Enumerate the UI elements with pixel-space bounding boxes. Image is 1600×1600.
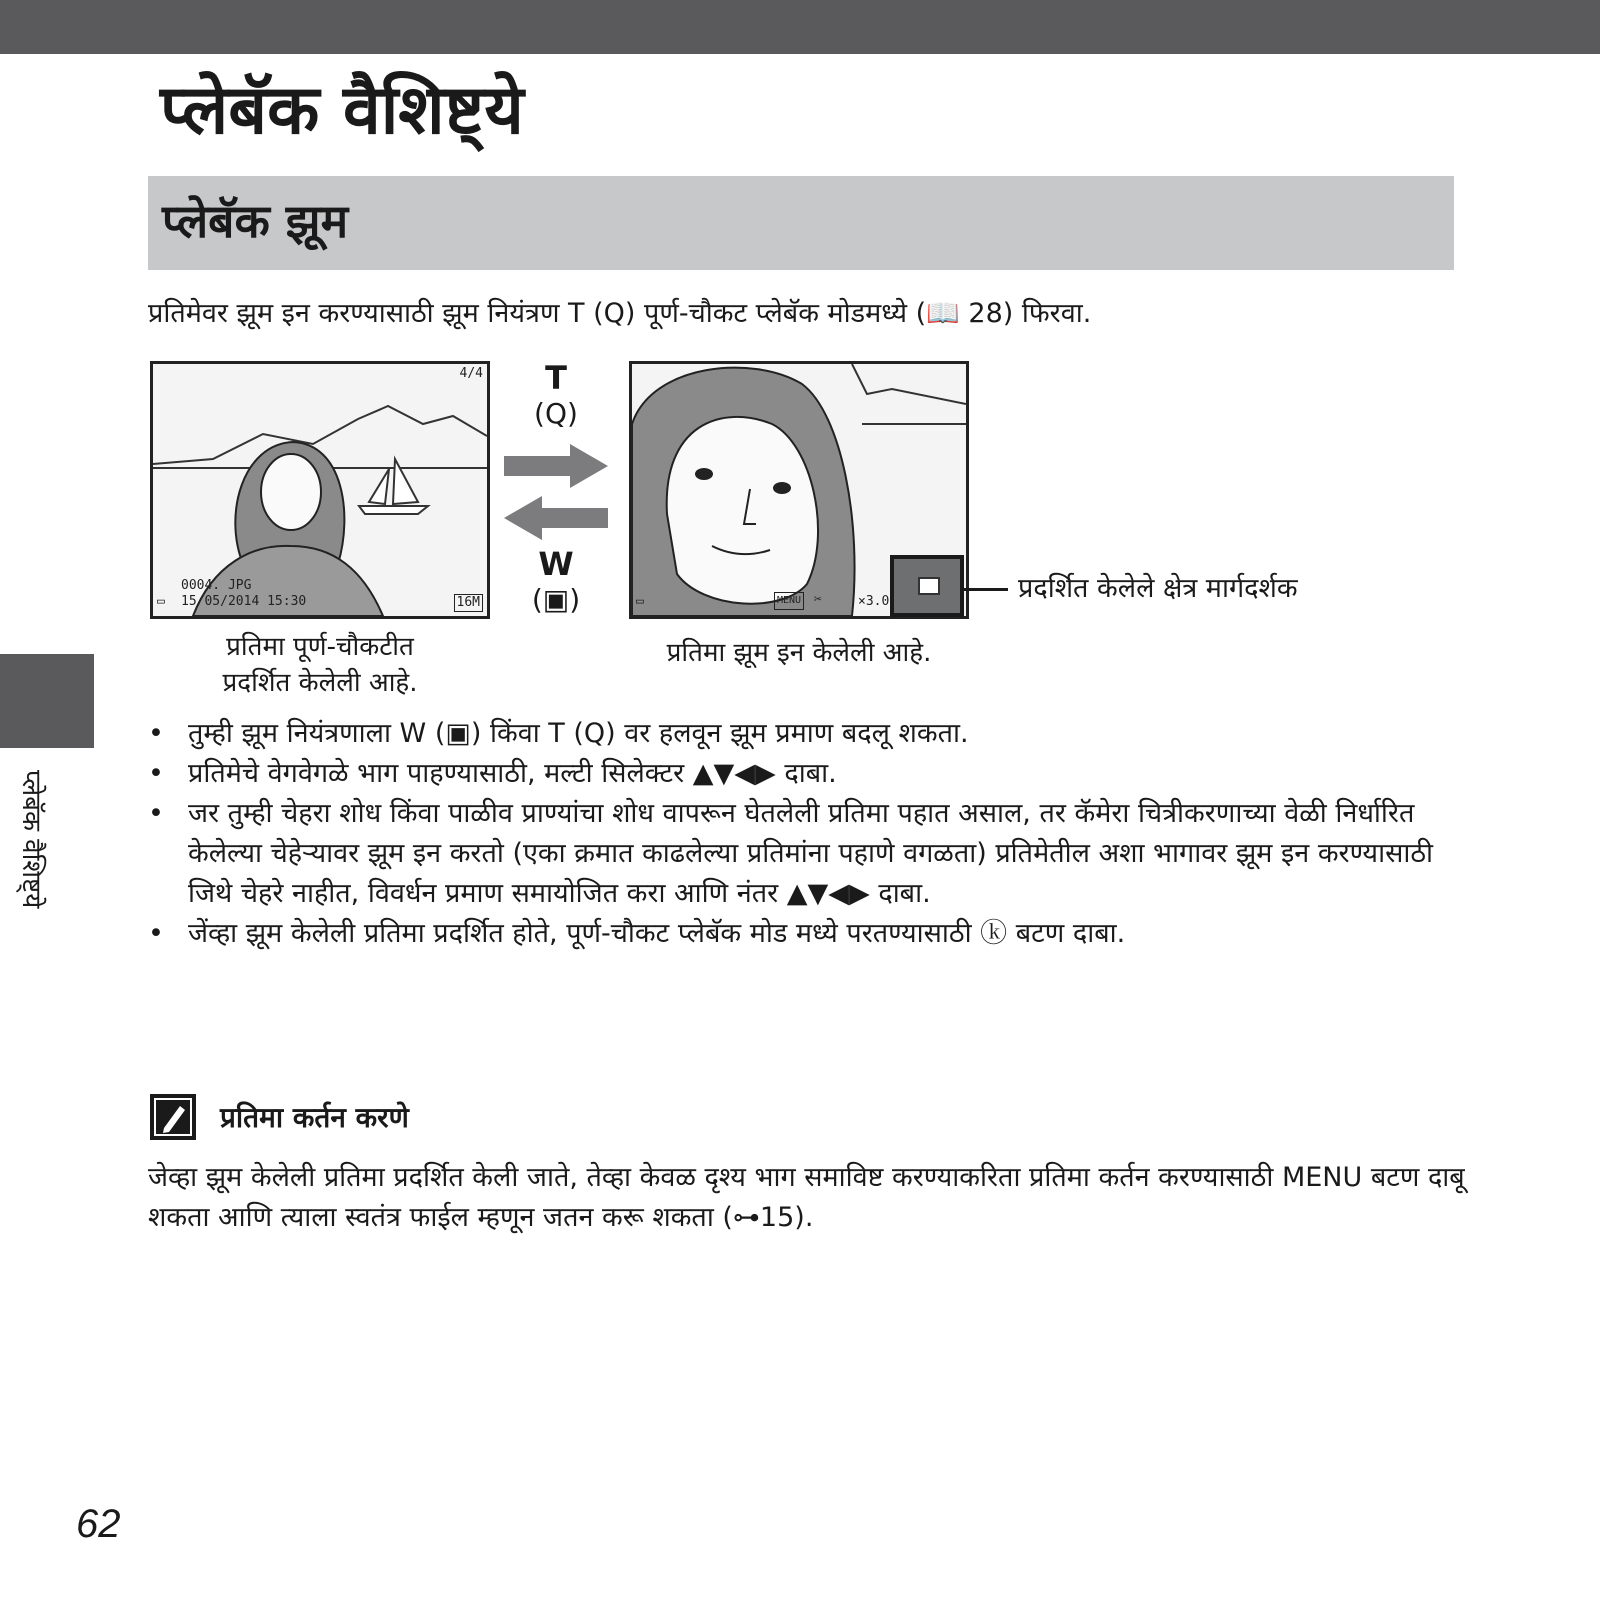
note-body: जेव्हा झूम केलेली प्रतिमा प्रदर्शित केली जाते, तेव्हा केवळ दृश्य भाग समाविष्ट करण्याकरिता प्रतिमा कर्तन करण्यासाठी MENU बटण दाबू शकता आणि त्याला स्वतंत्र फाईल म्हणून जतन करू शकता (⊶15). bbox=[148, 1162, 1465, 1233]
note-title: प्रतिमा कर्तन करणे bbox=[220, 1101, 409, 1134]
battery-icon-right: ▭ bbox=[636, 594, 644, 609]
displayed-area-marker bbox=[918, 577, 940, 595]
tele-label: T bbox=[545, 359, 567, 397]
bullet-list bbox=[148, 714, 1448, 954]
wide-label: W bbox=[538, 545, 574, 583]
caption-left-line-2: प्रदर्शित केलेली आहे. bbox=[222, 668, 418, 698]
header-bar bbox=[0, 0, 1600, 54]
list-item: • तुम्ही झूम नियंत्रणाला W (▣) किंवा T (Q) वर हलवून झूम प्रमाण बदलू शकता. bbox=[148, 714, 1448, 754]
intro-text: प्रतिमेवर झूम इन करण्यासाठी झूम नियंत्रण T (Q) पूर्ण-चौकट प्लेबॅक मोडमध्ये (📖 28) फिरवा. bbox=[148, 298, 1092, 329]
chapter-tab-label: प्लेबॅक वैशिष्ट्ये bbox=[16, 770, 46, 909]
wide-symbol: (▣) bbox=[531, 583, 581, 616]
list-item: • जेंव्हा झूम केलेली प्रतिमा प्रदर्शित होते, पूर्ण-चौकट प्लेबॅक मोड मध्ये परतण्यासाठी ⓚ बटण दाबा. bbox=[148, 914, 1448, 954]
page-title: प्लेबॅक वैशिष्ट्ये bbox=[160, 71, 524, 150]
full-frame-screen-illustration bbox=[150, 361, 490, 619]
note-pencil-icon bbox=[150, 1094, 196, 1140]
battery-icon: ▭ bbox=[157, 594, 165, 609]
list-item: • जर तुम्ही चेहरा शोध किंवा पाळीव प्राण्यांचा शोध वापरून घेतलेली प्रतिमा पहात असाल, तर कॅमेरा चित्रीकरणाच्या वेळी निर्धारित केलेल्या चेहेऱ्यावर झूम इन करतो (एका क्रमात काढलेल्या प्रतिमांना पहाणे वगळता) प्रतिमेतील अशा भागावर झूम इन करण्यासाठी जिथे चेहरे नाहीत, विवर्धन प्रमाण समायोजित करा आणि नंतर ▲▼◀▶ दाबा. bbox=[148, 794, 1448, 914]
tele-symbol: (Q) bbox=[534, 397, 578, 430]
guide-label: प्रदर्शित केलेले क्षेत्र मार्गदर्शक bbox=[1018, 573, 1298, 604]
zoom-in-arrow-icon bbox=[504, 444, 614, 488]
scissors-icon: ✂ bbox=[814, 592, 822, 607]
menu-badge: MENU bbox=[774, 592, 804, 610]
caption-right: प्रतिमा झूम इन केलेली आहे. bbox=[666, 638, 932, 668]
image-size-badge: 16M bbox=[454, 594, 483, 612]
list-item: • प्रतिमेचे वेगवेगळे भाग पाहण्यासाठी, मल्टी सिलेक्टर ▲▼◀▶ दाबा. bbox=[148, 754, 1448, 794]
chapter-tab bbox=[0, 654, 94, 748]
section-title: प्लेबॅक झूम bbox=[162, 194, 349, 248]
displayed-area-guide-icon bbox=[890, 555, 964, 617]
frame-counter: 4/4 bbox=[459, 366, 483, 381]
zoom-out-arrow-icon bbox=[504, 496, 614, 540]
page-number: 62 bbox=[76, 1502, 121, 1546]
section-header bbox=[148, 176, 1454, 270]
zoom-ratio-readout: ×3.0 bbox=[858, 594, 890, 609]
caption-left-line-1: प्रतिमा पूर्ण-चौकटीत bbox=[226, 632, 414, 662]
datetime-readout: 15/05/2014 15:30 bbox=[181, 594, 307, 609]
guide-leader-line bbox=[964, 588, 1008, 591]
filename-readout: 0004. JPG bbox=[181, 578, 252, 593]
